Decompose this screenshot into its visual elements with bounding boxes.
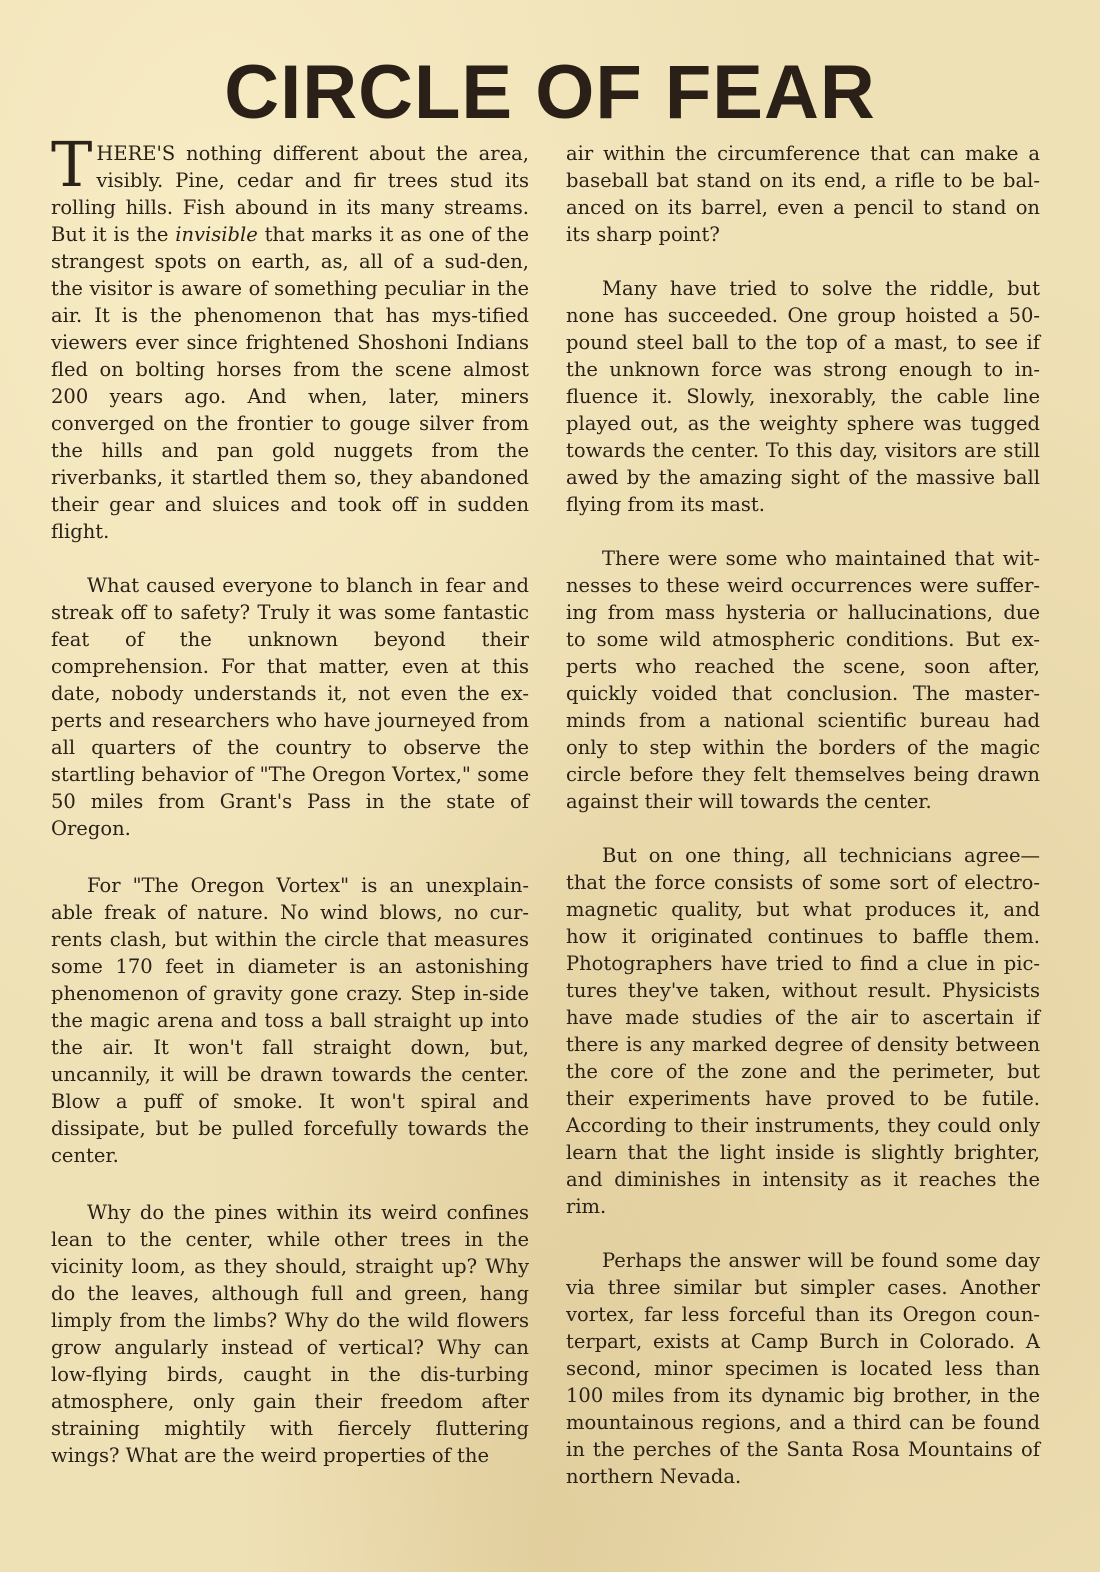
- right-paragraph-5: Perhaps the answer will be found some day via three similar but simpler cases. Another vortex, far less forceful than its Oregon coun-terpart, exists at Camp Burch in Colorado. A second, minor specimen is located less than 100 miles from its dynamic big brother, in the mountainous regions, and a third can be found in the perches of the Santa Rosa Mountains of northern Nevada.: [566, 1249, 1040, 1488]
- emphasized-word: invisible: [175, 223, 258, 246]
- right-column: [566, 140, 1040, 1517]
- left-paragraph-3: For "The Oregon Vortex" is an unexplain-able freak of nature. No wind blows, no cur-rents clash, but within the circle that measures some 170 feet in diameter is an astonishing phenomenon of gravity gone crazy. Step in-side the magic arena and toss a ball straight up into the air. It won't fall straight down, but, uncannily, it will be drawn towards the center. Blow a puff of smoke. It won't spiral and dissipate, but be pulled forcefully towards the center.: [51, 874, 529, 1167]
- drop-cap: T: [51, 128, 93, 201]
- left-paragraph-1-text-b: that marks it as one of the strangest spots on earth, as, all of a sud-den, the visitor is aware of something peculiar in the air. It is the phenomenon that has mys-tified viewers ever since frightened Shoshoni Indians fled on bolting horses from the scene almost 200 years ago. And when, later, miners converged on the frontier to gouge silver from the hills and pan gold nuggets from the riverbanks, it startled them so, they abandoned their gear and sluices and took off in sudden flight.: [51, 223, 529, 543]
- left-paragraph-1-text-a: HERE'S nothing different about the area, visibly. Pine, cedar and fir trees stud its rolling hills. Fish abound in its many streams. But it is the: [51, 142, 529, 246]
- right-paragraph-3: There were some who maintained that wit-nesses to these weird occurrences were suffer-ing from mass hysteria or hallucinations, due to some wild atmospheric conditions. But ex-perts who reached the scene, soon after, quickly voided that conclusion. The master-minds from a national scientific bureau had only to step within the borders of the magic circle before they felt themselves being drawn against their will towards the center.: [566, 547, 1040, 813]
- right-paragraph-1: air within the circumference that can make a baseball bat stand on its end, a rifle to be bal-anced on its barrel, even a pencil to stand on its sharp point?: [566, 142, 1040, 246]
- right-paragraph-4: But on one thing, all technicians agree— that the force consists of some sort of electro-magnetic quality, but what produces it, and how it originated continues to baffle them. Photographers have tried to find a clue in pic-tures they've taken, without result. Physicists have made studies of the air to ascertain if there is any marked degree of density between the core of the zone and the perimeter, but their experiments have proved to be futile. According to their instruments, they could only learn that the light inside is slightly brighter, and diminishes in intensity as it reaches the rim.: [566, 844, 1040, 1218]
- left-paragraph-2: What caused everyone to blanch in fear and streak off to safety? Truly it was some fantastic feat of the unknown beyond their comprehension. For that matter, even at this date, nobody understands it, not even the ex-perts and researchers who have journeyed from all quarters of the country to observe the startling behavior of "The Oregon Vortex," some 50 miles from Grant's Pass in the state of Oregon.: [51, 574, 529, 840]
- article-title: CIRCLE OF FEAR: [224, 50, 876, 135]
- right-paragraph-2: Many have tried to solve the riddle, but none has succeeded. One group hoisted a 50-pound steel ball to the top of a mast, to see if the unknown force was strong enough to in-fluence it. Slowly, inexorably, the cable line played out, as the weighty sphere was tugged towards the center. To this day, visitors are still awed by the amazing sight of the massive ball flying from its mast.: [566, 277, 1040, 516]
- left-paragraph-4: Why do the pines within its weird confines lean to the center, while other trees in the vicinity loom, as they should, straight up? Why do the leaves, although full and green, hang limply from the limbs? Why do the wild flowers grow angularly instead of vertical? Why can low-flying birds, caught in the dis-turbing atmosphere, only gain their freedom after straining mightily with fiercely fluttering wings? What are the weird properties of the: [51, 1201, 529, 1467]
- left-paragraph-1: [51, 128, 529, 545]
- left-column: [51, 128, 529, 1496]
